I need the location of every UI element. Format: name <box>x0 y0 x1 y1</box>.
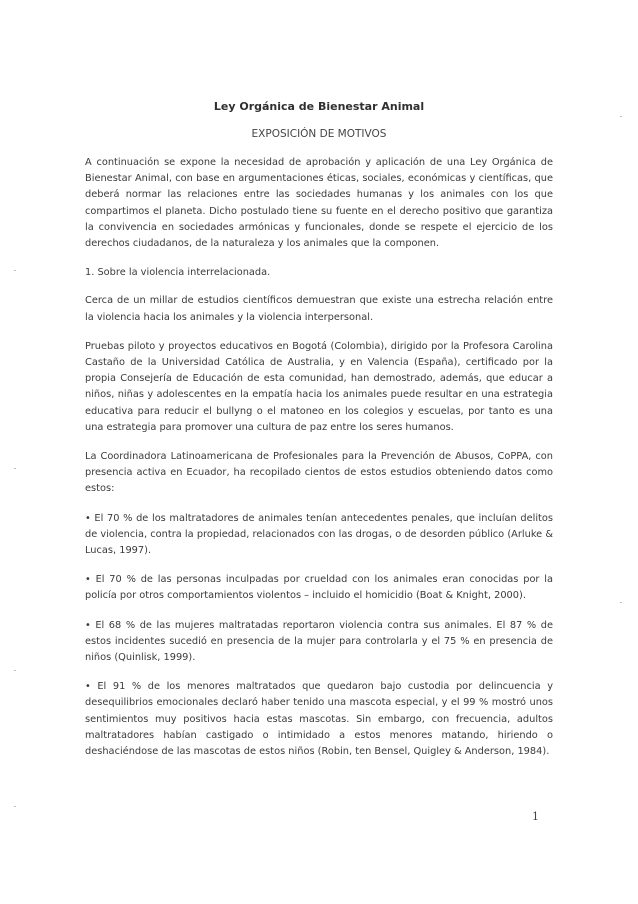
scan-mark <box>14 468 16 469</box>
body-paragraph: La Coordinadora Latinoamericana de Profesionales para la Prevención de Abusos, CoPPA, con presencia activa en Ecuador, ha recopilado cientos de estos estudios obteniendo datos como estos: <box>85 451 553 495</box>
intro-paragraph: A continuación se expone la necesidad de aprobación y aplicación de una Ley Orgánica de Bienestar Animal, con base en argumentaciones éticas, sociales, económicas y científicas, que deberá normar las relaciones entre las sociedades humanas y los animales con los que compartimos el planeta. Dicho postulado tiene su fuente en el derecho positivo que garantiza la convivencia en sociedades armónicas y funcionales, donde se respete el ejercicio de los derechos ciudadanos, de la naturaleza y los animales que la componen. <box>85 157 553 250</box>
bullet-item: • El 91 % de los menores maltratados que quedaron bajo custodia por delincuencia y desequilibrios emocionales declaró haber tenido una mascota especial, y el 99 % mostró unos sentimientos muy positivos hacia estas mascotas. Sin embargo, con frecuencia, adultos maltratadores habían castigado o intimidado a estos menores matando, hiriendo o deshaciéndose de las mascotas de estos niños (Robin, ten Bensel, Quigley & Anderson, 1984). <box>85 681 553 758</box>
document-body <box>85 155 553 773</box>
bullet-item: • El 70 % de las personas inculpadas por crueldad con los animales eran conocidas por la policía por otros comportamientos violentos – incluido el homicidio (Boat & Knight, 2000). <box>85 574 553 602</box>
document-title: Ley Orgánica de Bienestar Animal <box>213 100 425 113</box>
bullet-item: • El 70 % de los maltratadores de animales tenían antecedentes penales, que incluían delitos de violencia, contra la propiedad, relacionados con las drogas, o de desorden público (Arluke & Lucas, 1997). <box>85 512 553 557</box>
scan-mark <box>14 670 16 671</box>
bullet-item: • El 68 % de las mujeres maltratadas reportaron violencia contra sus animales. El 87 % de estos incidentes sucedió en presencia de la mujer para controlarla y el 75 % en presencia de niños (Quinlisk, 1999). <box>85 619 553 664</box>
section-heading: 1. Sobre la violencia interrelacionada. <box>85 267 271 279</box>
body-paragraph: Pruebas piloto y proyectos educativos en Bogotá (Colombia), dirigido por la Profesora Carolina Castaño de la Universidad Católica de Australia, y en Valencia (España), certificado por la propia Consejería de Educación de esta comunidad, han demostrado, además, que educar a niños, niñas y adolescentes en la empatía hacia los animales puede resultar en una estrategia educativa para reducir el bullyng o el matoneo en los colegios y escuelas, por tanto es una una estrategia para promover una cultura de paz entre los seres humanos. <box>85 340 553 433</box>
page-number: 1 <box>532 810 539 823</box>
body-paragraph: Cerca de un millar de estudios científicos demuestran que existe una estrecha relación entre la violencia hacia los animales y la violencia interpersonal. <box>85 295 553 323</box>
scan-mark <box>14 806 16 807</box>
document-subtitle: EXPOSICIÓN DE MOTIVOS <box>251 128 387 140</box>
scan-mark <box>620 116 622 117</box>
scan-mark <box>14 270 16 271</box>
scan-mark <box>620 602 622 603</box>
